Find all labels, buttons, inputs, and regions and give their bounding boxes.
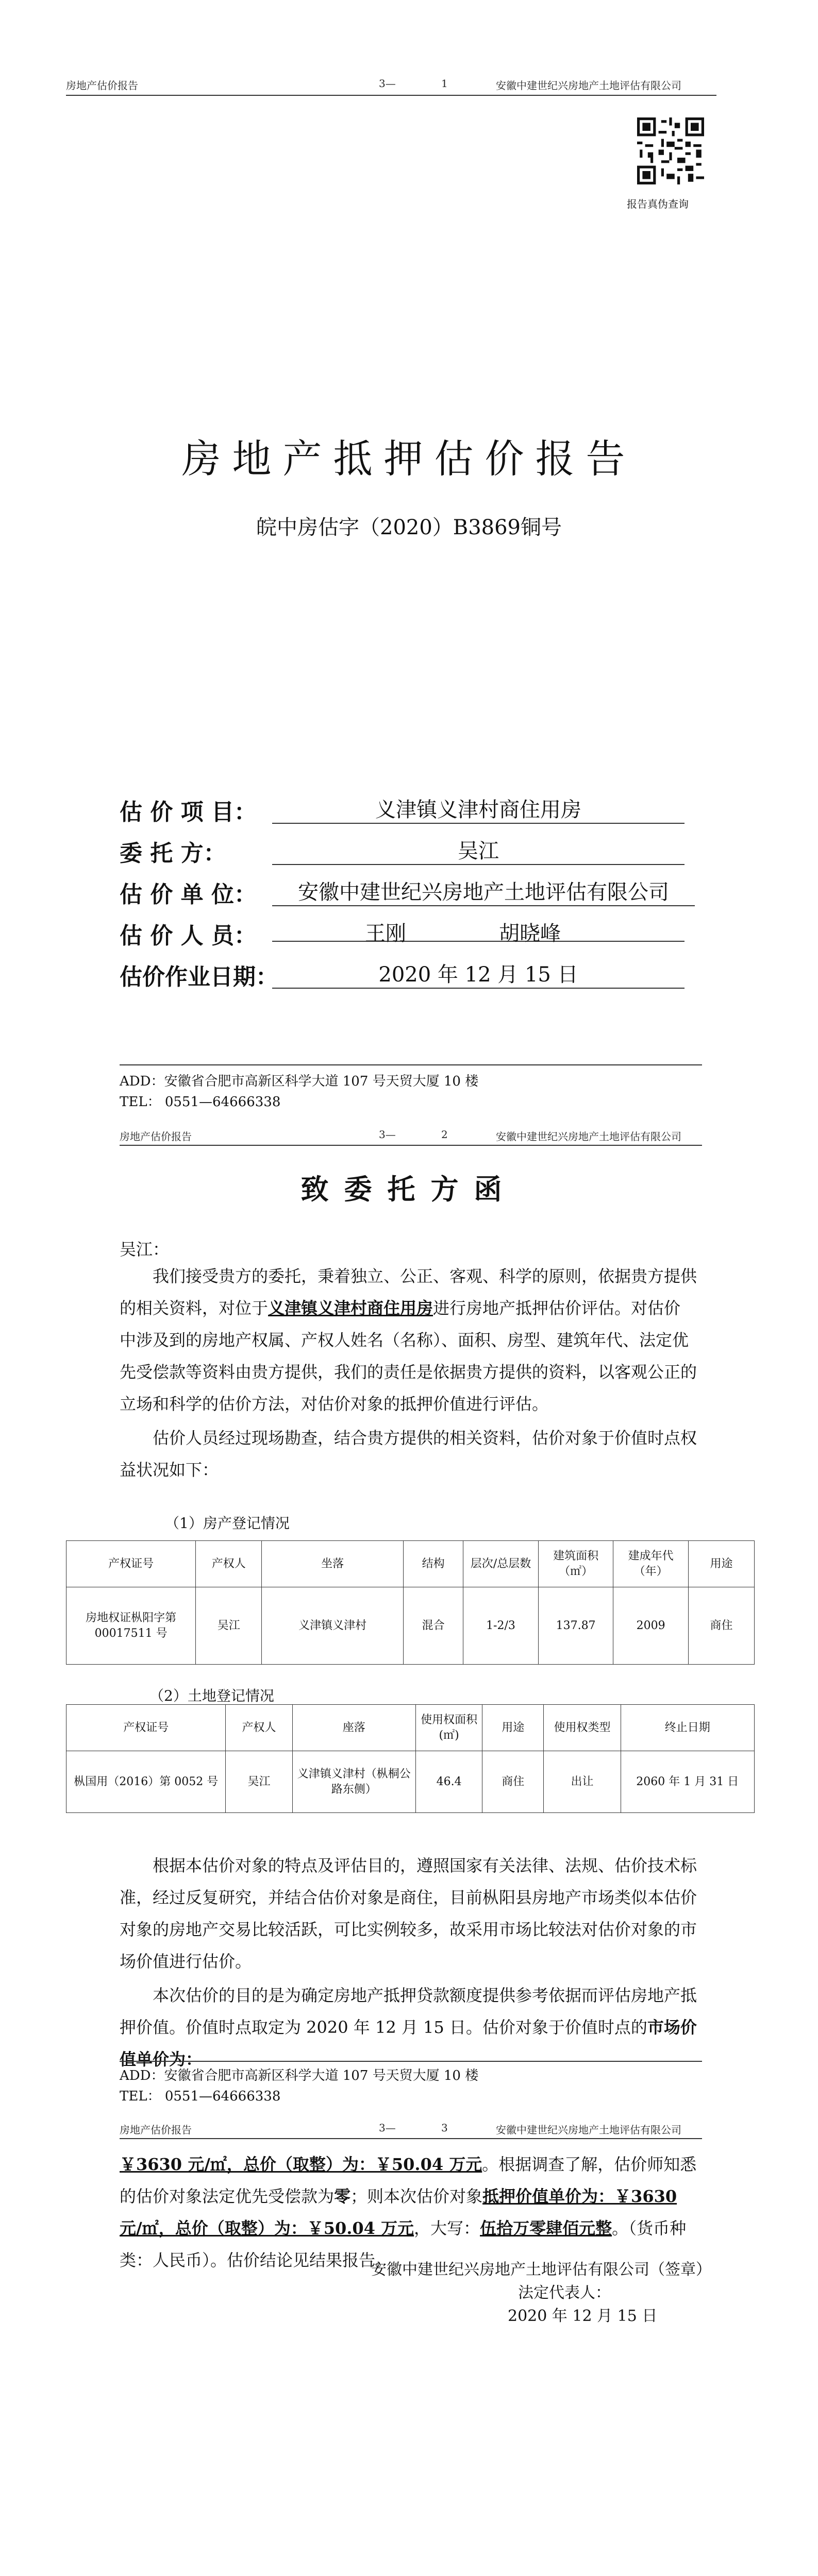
page-header-left: 房地产估价报告 (120, 2124, 192, 2136)
table-cell: 商住 (482, 1751, 544, 1813)
table-header-cell: 使用权面积(㎡) (415, 1705, 482, 1751)
table1-caption: （1）房产登记情况 (165, 1515, 290, 1532)
footer-address: ADD：安徽省合肥市高新区科学大道 107 号天贸大厦 10 楼 (120, 2068, 479, 2083)
property-registration-table (66, 1540, 755, 1665)
p4-text-a: 本次估价的目的是为确定房地产抵押贷款额度提供参考依据而评估房地产抵押价值。价值时点取定为 2020 年 12 月 15 日。估价对象于价值时点的 (120, 1986, 697, 2037)
land-registration-table (66, 1704, 755, 1813)
table-header-cell: 用途 (688, 1541, 754, 1587)
qr-caption: 报告真伪查询 (627, 198, 689, 210)
table2-caption: （2）土地登记情况 (149, 1687, 274, 1704)
header-rule (66, 95, 716, 96)
page-header-right: 安徽中建世纪兴房地产土地评估有限公司 (496, 1130, 681, 1143)
appraiser-name-1: 王刚 (365, 922, 406, 945)
footer-rule (120, 2061, 702, 2062)
table-cell: 46.4 (415, 1751, 482, 1813)
table-cell: 义津镇义津村 (262, 1587, 404, 1665)
table-header-cell: 建筑面积（㎡） (538, 1541, 613, 1587)
table-header-cell: 使用权类型 (544, 1705, 621, 1751)
footer-address: ADD：安徽省合肥市高新区科学大道 107 号天贸大厦 10 楼 (120, 1074, 479, 1089)
appraiser-name-2: 胡晓峰 (499, 922, 561, 945)
table-cell: 1-2/3 (463, 1587, 539, 1665)
table-cell: 枞国用（2016）第 0052 号 (66, 1751, 226, 1813)
header-rule (120, 1145, 702, 1146)
table-header-cell: 产权证号 (66, 1541, 196, 1587)
page-header-right: 安徽中建世纪兴房地产土地评估有限公司 (496, 2124, 681, 2136)
table-cell: 义津镇义津村（枞桐公路东侧） (292, 1751, 415, 1813)
page-header-left: 房地产估价报告 (66, 79, 138, 92)
signature-date: 2020 年 12 月 15 日 (508, 2307, 658, 2325)
page-number: 1 (441, 77, 448, 90)
info-value-appraisers-line (272, 917, 685, 945)
letter-title: 致委托方函 (301, 1173, 517, 1206)
info-value-appraiser-org: 安徽中建世纪兴房地产土地评估有限公司 (272, 876, 695, 906)
table-header-cell: 用途 (482, 1705, 544, 1751)
info-value-client: 吴江 (272, 835, 685, 865)
table-row (66, 1751, 755, 1813)
table-cell: 吴江 (226, 1751, 292, 1813)
qr-code-icon (637, 117, 704, 184)
footer-telephone: TEL： 0551—64666338 (120, 2089, 281, 2104)
info-label-appraisers: 估 价 人 员： (120, 923, 257, 949)
p1-text-a: 我们接受贵方的委托，秉着独立、公正、客观、科学的原则，依据贵方提供的相关资料，对位于 (120, 1266, 697, 1318)
report-doc-number: 皖中房估字（2020）B3869铜号 (256, 516, 562, 539)
table-header-row (66, 1705, 755, 1751)
table-cell: 2009 (613, 1587, 689, 1665)
info-label-appraiser-org: 估 价 单 位： (120, 882, 257, 908)
letter-paragraph-2: 估价人员经过现场勘查，结合贵方提供的相关资料，估价对象于价值时点权益状况如下： (120, 1428, 697, 1480)
header-rule (120, 2138, 702, 2139)
info-value-project: 义津镇义津村商住用房 (272, 793, 685, 824)
p5-text-f: ，大写： (414, 2218, 480, 2238)
table-header-cell: 结构 (403, 1541, 463, 1587)
table-cell: 商住 (688, 1587, 754, 1665)
page-header-left: 房地产估价报告 (120, 1130, 192, 1143)
page-header-right: 安徽中建世纪兴房地产土地评估有限公司 (496, 79, 681, 92)
table-header-cell: 座落 (292, 1705, 415, 1751)
table-cell: 房地权证枞阳字第 00017511 号 (66, 1587, 196, 1665)
letter-paragraph-3: 根据本估价对象的特点及评估目的，遵照国家有关法律、法规、估价技术标准，经过反复研究，并结合估价对象是商住，目前枞阳县房地产市场类似本估价对象的房地产交易比较活跃，可比实例较多，故采用市场比较法对估价对象的市场价值进行估价。 (120, 1856, 697, 1971)
p4-market-value-label: 市场价值单价为： (120, 2018, 697, 2069)
page-header-mid: 3— (379, 77, 396, 90)
table-cell: 吴江 (196, 1587, 262, 1665)
table-header-cell: 层次/总层数 (463, 1541, 539, 1587)
page-number: 3 (441, 2122, 448, 2134)
letter-salutation: 吴江： (120, 1240, 170, 1259)
p5-amount-in-words: 伍拾万零肆佰元整 (480, 2218, 612, 2238)
p1-project-name: 义津镇义津村商住用房 (268, 1298, 433, 1318)
info-label-project: 估 价 项 目： (120, 799, 257, 825)
table-header-cell: 坐落 (262, 1541, 404, 1587)
info-value-work-date: 2020 年 12 月 15 日 (272, 958, 685, 989)
qr-code (637, 117, 704, 187)
p1-text-c: 进行房地产抵押估价评估。对估价中涉及到的房地产权属、产权人姓名（名称）、面积、房型、建筑年代、法定优先受偿款等资料由贵方提供，我们的责任是依据贵方提供的资料，以客观公正的立场和科学的估价方法，对估价对象的抵押价值进行评估。 (120, 1298, 697, 1414)
table-row (66, 1587, 755, 1665)
p5-mortgage-value: 抵押价值单价为：￥3630 元/㎡，总价（取整）为：￥50.04 万元 (120, 2187, 677, 2238)
report-title: 房地产抵押估价报告 (181, 436, 637, 482)
p5-market-value: ￥3630 元/㎡，总价（取整）为：￥50.04 万元 (120, 2155, 482, 2174)
p5-text-h: 。（货币种类：人民币）。估价结论见结果报告。 (120, 2218, 687, 2270)
signature-legal-representative: 法定代表人： (518, 2284, 611, 2302)
page-number: 2 (441, 1128, 448, 1141)
signature-company: 安徽中建世纪兴房地产土地评估有限公司（签章） (371, 2261, 711, 2279)
page-header-mid: 3— (379, 1128, 396, 1141)
p5-text-d: ；则本次估价对象 (350, 2187, 483, 2206)
table-cell: 2060 年 1 月 31 日 (621, 1751, 754, 1813)
table-cell: 混合 (403, 1587, 463, 1665)
footer-rule (120, 1064, 702, 1065)
table-header-row (66, 1541, 755, 1587)
table-cell: 137.87 (538, 1587, 613, 1665)
p5-text-b: 。根据调查了解，估价师知悉的估价对象法定优先受偿款为 (120, 2155, 697, 2206)
table-cell: 出让 (544, 1751, 621, 1813)
info-label-client: 委 托 方： (120, 840, 226, 867)
table-header-cell: 建成年代（年） (613, 1541, 689, 1587)
page-header-mid: 3— (379, 2122, 396, 2134)
letter-paragraph-1 (120, 1260, 697, 1420)
table-header-cell: 终止日期 (621, 1705, 754, 1751)
footer-telephone: TEL： 0551—64666338 (120, 1094, 281, 1110)
table-header-cell: 产权人 (226, 1705, 292, 1751)
table-header-cell: 产权证号 (66, 1705, 226, 1751)
p5-priority-claim: 零 (334, 2187, 351, 2206)
table-header-cell: 产权人 (196, 1541, 262, 1587)
info-label-work-date: 估价作业日期： (120, 964, 278, 990)
